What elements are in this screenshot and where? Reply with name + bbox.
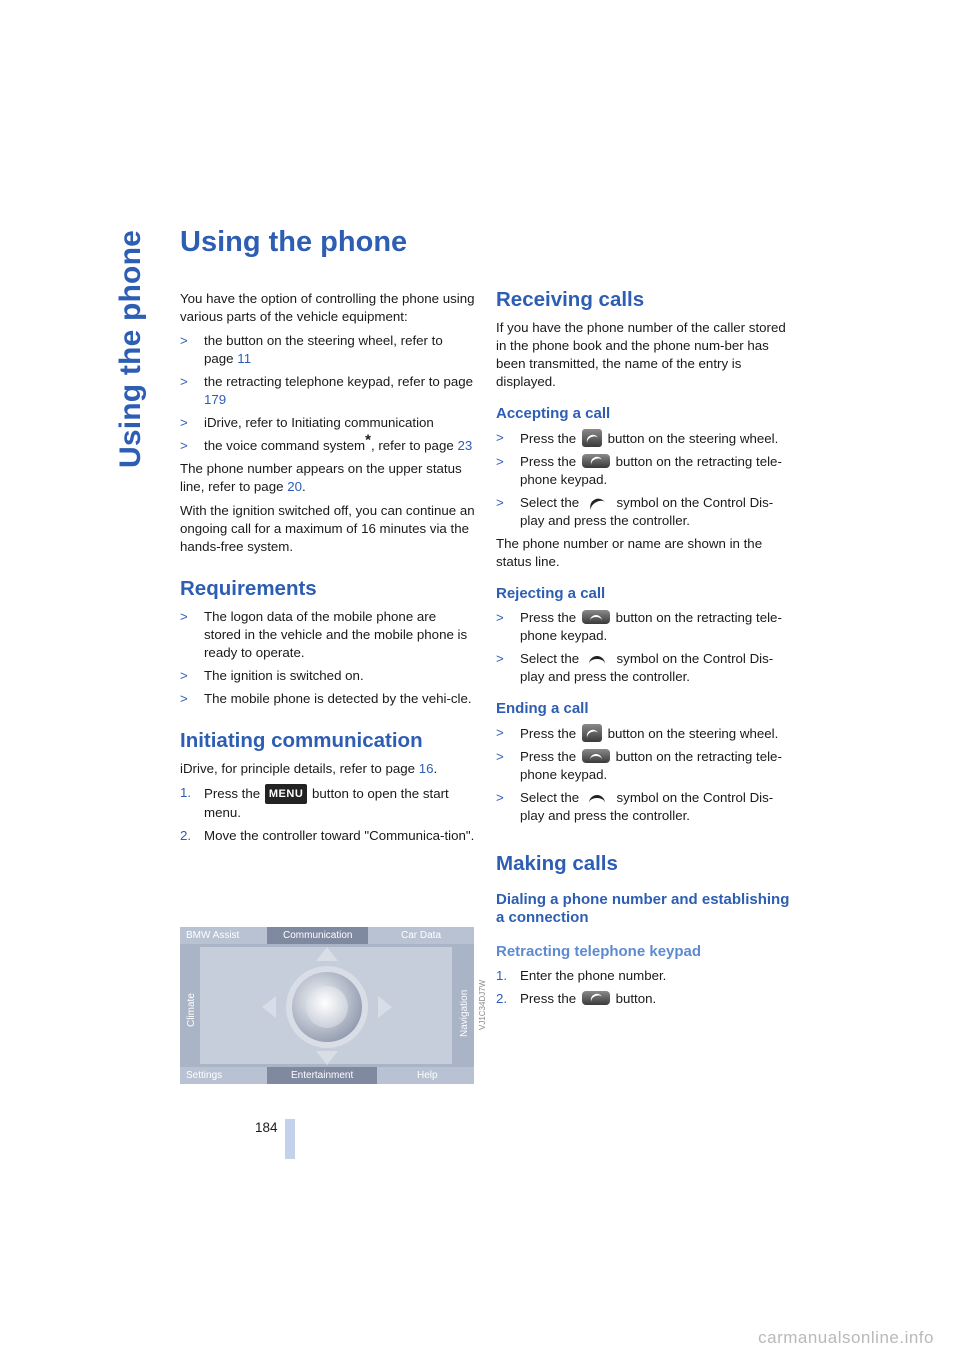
page-link[interactable]: 23 bbox=[457, 438, 473, 453]
keypad-call-button-icon bbox=[582, 454, 610, 468]
tab-communication: Communication bbox=[267, 927, 368, 944]
page-number: 184 bbox=[255, 1120, 278, 1135]
bullet-marker: > bbox=[496, 790, 504, 805]
menu-button-icon: MENU bbox=[265, 784, 307, 804]
tab-climate: Climate bbox=[186, 993, 197, 1027]
bullet-marker: > bbox=[180, 415, 188, 430]
list-item: > Press the button on the steering wheel. bbox=[496, 725, 779, 741]
list-item: > iDrive, refer to Initiating communication bbox=[180, 415, 434, 430]
intro-paragraph: You have the option of controlling the phone using various parts of the vehicle equipment: bbox=[180, 291, 475, 324]
bullet-marker: > bbox=[180, 374, 188, 389]
arrow-up-icon bbox=[316, 947, 338, 961]
bullet-marker: > bbox=[496, 725, 504, 740]
hangup-symbol-icon bbox=[585, 791, 611, 803]
ignition-paragraph: With the ignition switched off, you can continue an ongoing call for a maximum of 16 minutes via the hands-free system. bbox=[180, 503, 475, 554]
page-title: Using the phone bbox=[180, 226, 408, 258]
making-calls-heading: Making calls bbox=[496, 852, 618, 875]
bullet-marker: > bbox=[496, 495, 504, 510]
hangup-symbol-icon bbox=[585, 652, 611, 664]
step-item: 2. Move the controller toward "Communica-tion". bbox=[180, 828, 475, 843]
bullet-marker: > bbox=[180, 333, 188, 348]
tab-settings: Settings bbox=[186, 1070, 223, 1081]
list-item: > The logon data of the mobile phone are stored in the vehicle and the mobile phone is ready to operate. bbox=[180, 609, 468, 660]
tab-entertainment: Entertainment bbox=[267, 1067, 377, 1084]
keypad-heading: Retracting telephone keypad bbox=[496, 943, 702, 960]
arrow-left-icon bbox=[262, 996, 276, 1018]
tab-bmw-assist: BMW Assist bbox=[186, 930, 240, 941]
page-number-bar bbox=[285, 1119, 295, 1159]
left-column bbox=[180, 290, 476, 850]
bullet-marker: > bbox=[496, 430, 504, 445]
status-paragraph: The phone number appears on the upper status line, refer to page 20. bbox=[180, 461, 462, 494]
bullet-marker: > bbox=[496, 651, 504, 666]
step-item: 1. Enter the phone number. bbox=[496, 968, 667, 983]
bullet-marker: > bbox=[496, 454, 504, 469]
list-item: > Select the symbol on the Control Dis-play and press the controller. bbox=[496, 790, 774, 823]
keypad-call-button-icon bbox=[582, 991, 610, 1005]
arrow-down-icon bbox=[316, 1051, 338, 1065]
steering-wheel-phone-button-icon bbox=[582, 429, 602, 447]
receiving-heading: Receiving calls bbox=[496, 288, 645, 311]
list-item: > Press the button on the retracting tele-phone keypad. bbox=[496, 749, 782, 782]
bullet-marker: > bbox=[496, 749, 504, 764]
control-display-screenshot bbox=[180, 927, 474, 1084]
accepting-note: The phone number or name are shown in the status line. bbox=[496, 536, 763, 569]
step-number: 2. bbox=[180, 828, 192, 843]
steering-wheel-phone-button-icon bbox=[582, 724, 602, 742]
image-code: VJ1C34DJ7W bbox=[478, 979, 487, 1030]
list-item: > The ignition is switched on. bbox=[180, 668, 364, 683]
list-item: > Press the button on the retracting tele-phone keypad. bbox=[496, 610, 782, 643]
tab-navigation: Navigation bbox=[459, 989, 470, 1037]
side-chapter-tab: Using the phone bbox=[114, 230, 147, 468]
list-item: > the retracting telephone keypad, refer to page 179 bbox=[180, 374, 474, 407]
list-item: > Select the symbol on the Control Dis-play and press the controller. bbox=[496, 495, 774, 528]
step-item: 1. Press the MENU button to open the start menu. bbox=[180, 785, 449, 820]
call-symbol-icon bbox=[585, 496, 611, 508]
bullet-marker: > bbox=[180, 691, 188, 706]
initiating-intro: iDrive, for principle details, refer to page 16. bbox=[180, 761, 438, 776]
bullet-marker: > bbox=[180, 438, 188, 453]
step-item: 2. Press the button. bbox=[496, 991, 657, 1006]
accepting-heading: Accepting a call bbox=[496, 405, 611, 422]
keypad-hangup-button-icon bbox=[582, 749, 610, 763]
list-item: > Press the button on the retracting tele-phone keypad. bbox=[496, 454, 782, 487]
step-number: 1. bbox=[496, 968, 508, 983]
controller-knob-icon bbox=[292, 972, 362, 1042]
bullet-marker: > bbox=[496, 610, 504, 625]
tab-help: Help bbox=[417, 1070, 438, 1081]
keypad-hangup-button-icon bbox=[582, 610, 610, 624]
tab-car-data: Car Data bbox=[401, 930, 442, 941]
right-column bbox=[496, 288, 792, 1013]
optional-equipment-star: * bbox=[365, 431, 371, 449]
arrow-right-icon bbox=[378, 996, 392, 1018]
ending-heading: Ending a call bbox=[496, 700, 589, 717]
list-item: > The mobile phone is detected by the vehi-cle. bbox=[180, 691, 472, 706]
list-item: > Press the button on the steering wheel. bbox=[496, 430, 779, 446]
page-link[interactable]: 16 bbox=[418, 761, 434, 776]
page-link[interactable]: 20 bbox=[287, 479, 302, 494]
list-item: > the button on the steering wheel, refer to page 11 bbox=[180, 333, 443, 366]
dialing-heading: Dialing a phone number and establishing a connection bbox=[496, 891, 790, 926]
list-item: > the voice command system*, refer to page 23 bbox=[180, 431, 473, 453]
bullet-marker: > bbox=[180, 609, 188, 624]
receiving-intro: If you have the phone number of the caller stored in the phone book and the phone num-ber has been transmitted, the name of the entry is displayed. bbox=[496, 320, 786, 389]
list-item: > Select the symbol on the Control Dis-play and press the controller. bbox=[496, 651, 774, 684]
requirements-heading: Requirements bbox=[180, 577, 317, 600]
bullet-marker: > bbox=[180, 668, 188, 683]
page-link[interactable]: 179 bbox=[204, 392, 227, 407]
page-link[interactable]: 11 bbox=[237, 351, 252, 366]
initiating-heading: Initiating communication bbox=[180, 729, 423, 752]
step-number: 1. bbox=[180, 785, 192, 800]
rejecting-heading: Rejecting a call bbox=[496, 585, 606, 602]
watermark: carmanualsonline.info bbox=[758, 1328, 934, 1347]
step-number: 2. bbox=[496, 991, 508, 1006]
